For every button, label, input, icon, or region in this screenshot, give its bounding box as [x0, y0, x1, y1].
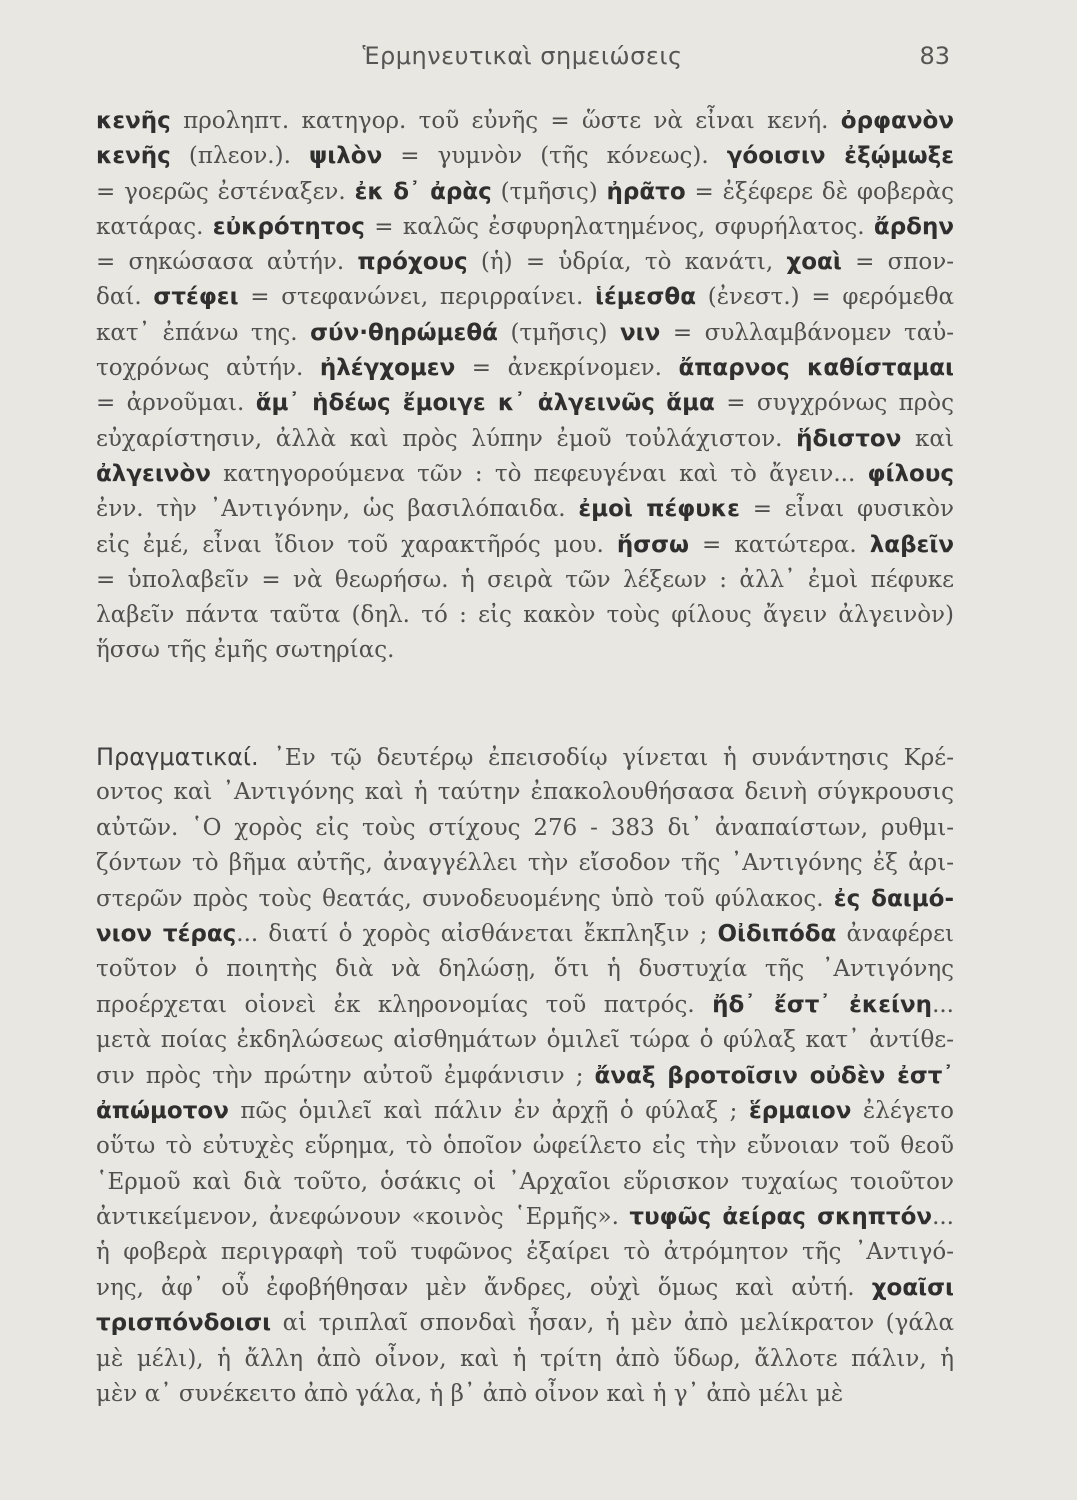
text-segment: = κατώτερα.	[689, 531, 870, 558]
text-segment: ἀναφέρει	[836, 920, 954, 947]
text-segment: κατ᾽ ἐπάνω της.	[96, 319, 311, 346]
text-segment: μὲ μέλι), ἡ ἄλλη ἀπὸ οἶνον, καὶ ἡ τρίτη ἀπὸ ὕδωρ, ἄλλοτε πάλιν, ἡ	[96, 1345, 954, 1372]
text-segment: ἀντικείμενον, ἀνεφώνουν «κοινὸς ῾Ερμῆς».	[96, 1204, 630, 1231]
bold-term: χοαῖσι	[871, 1274, 954, 1301]
text-line	[96, 1271, 954, 1306]
text-line	[96, 1200, 954, 1235]
text-segment: (τμῆσις)	[497, 319, 621, 346]
text-segment	[655, 390, 666, 416]
text-segment: καὶ	[901, 425, 954, 452]
bold-term: φίλους	[867, 460, 954, 487]
text-segment: αὐτῶν. ῾Ο χορὸς εἰς τοὺς στίχους 276 - 383 δι᾽ ἀναπαίστων, ρυθμι-	[96, 814, 954, 841]
text-line	[96, 245, 954, 280]
text-segment: (ἡ) = ὑδρία, τὸ κανάτι,	[467, 249, 787, 276]
bold-term: ἐς δαιμό-	[833, 885, 954, 912]
text-segment: στερῶν πρὸς τοὺς θεατάς, συνοδευομένης ὑπὸ τοῦ φύλακος.	[96, 885, 834, 912]
bold-term: ψιλὸν	[308, 143, 383, 170]
bold-term: στέφει	[153, 284, 239, 311]
text-line	[96, 1306, 954, 1341]
text-segment: ...	[932, 991, 954, 1018]
text-segment: = εἶναι φυσικὸν	[739, 496, 954, 523]
bold-term: ἥδιστον	[796, 425, 902, 452]
text-segment: (ἐνεστ.) = φερόμεθα	[696, 284, 954, 311]
text-line	[96, 598, 954, 633]
bold-term: ἤδ᾽ ἔστ᾽ ἐκείνη	[712, 991, 933, 1018]
text-segment: = γοερῶς ἐστέναξεν.	[96, 178, 355, 205]
text-line	[96, 457, 954, 492]
bold-term: τυφῶς ἀείρας σκηπτόν	[629, 1204, 933, 1231]
text-segment: τοῦτον ὁ ποιητὴς διὰ νὰ δηλώσῃ, ὅτι ἡ δυστυχία τῆς ᾽Αντιγόνης	[96, 956, 954, 983]
text-segment: λαβεῖν πάντα ταῦτα (δηλ. τό : εἰς κακὸν τοὺς φίλους ἄγειν ἀλγεινὸν)	[96, 602, 954, 629]
text-segment: ζόντων τὸ βῆμα αὐτῆς, ἀναγγέλλει τὴν εἴσοδον τῆς ᾽Αντιγόνης ἐξ ἀρι-	[96, 850, 954, 877]
bold-term: ὀρφανὸν	[840, 108, 954, 134]
text-segment: = καλῶς ἐσφυρηλατημένος, σφυρήλατος.	[364, 213, 874, 240]
text-line	[96, 952, 954, 987]
text-line	[96, 882, 954, 917]
text-segment: οντος καὶ ᾽Αντιγόνης καὶ ἡ ταύτην ἐπακολουθήσασα δεινὴ σύγκρουσις	[96, 779, 954, 806]
bold-term: γόοισιν ἐξῴμωξε	[726, 143, 954, 170]
text-line	[96, 988, 954, 1023]
text-line	[96, 280, 954, 315]
bold-term: ἄναξ βροτοῖσιν οὐδὲν ἐστ᾽	[594, 1062, 954, 1089]
text-line	[96, 422, 954, 457]
text-line	[96, 811, 954, 846]
text-line	[96, 1235, 954, 1270]
glossary-paragraph	[96, 104, 954, 669]
bold-term: κενῆς	[96, 108, 171, 134]
text-segment: (πλεον.).	[170, 143, 309, 170]
bold-term: Οἰδιπόδα	[717, 920, 837, 947]
text-segment: σιν πρὸς τὴν πρώτην αὐτοῦ ἐμφάνισιν ;	[96, 1062, 595, 1089]
text-line	[96, 104, 954, 139]
text-line	[96, 917, 954, 952]
running-title: Ἑρμηνευτικαὶ σημειώσεις	[362, 42, 683, 70]
text-line	[96, 492, 954, 527]
text-line	[96, 1094, 954, 1129]
bold-term: ἀπώμοτον	[96, 1097, 229, 1124]
page-number: 83	[919, 42, 950, 70]
text-line	[96, 1059, 954, 1094]
bold-term: πρόχους	[357, 249, 468, 276]
text-segment: = ὑπολαβεῖν = νὰ θεωρήσω. ἡ σειρὰ τῶν λέξεων : ἀλλ᾽ ἐμοὶ πέφυκε	[96, 566, 954, 593]
text-segment: κατάρας.	[96, 213, 213, 240]
text-line	[96, 1023, 954, 1058]
text-segment: ᾽Εν τῷ δευτέρῳ ἐπεισοδίῳ γίνεται ἡ συνάντησις Κρέ-	[258, 745, 954, 771]
text-segment: ῾Ερμοῦ καὶ διὰ τοῦτο, ὁσάκις οἱ ᾽Αρχαῖοι εὕρισκον τυχαίως τοιοῦτον	[96, 1168, 954, 1195]
bold-term: ἐκ δ᾽ ἀρὰς	[354, 178, 492, 205]
text-segment: αἱ τριπλαῖ σπονδαὶ ἦσαν, ἡ μὲν ἀπὸ μελίκρατον (γάλα	[271, 1310, 954, 1337]
bold-term: νιον τέρας	[96, 920, 237, 947]
section-heading: Πραγματικαί.	[96, 743, 259, 771]
text-segment: (τμῆσις)	[491, 178, 607, 205]
text-segment: προληπτ. κατηγορ. τοῦ εὐνῆς = ὥστε νὰ εἶναι κενή.	[170, 108, 841, 134]
text-segment: νης, ἀφ᾽ οὗ ἐφοβήθησαν μὲν ἄνδρες, οὐχὶ ὅμως καὶ αὐτή.	[96, 1274, 872, 1301]
text-line	[96, 1342, 954, 1377]
text-line	[96, 210, 954, 245]
bold-term: τρισπόνδοισι	[96, 1310, 272, 1337]
text-segment: = ἐξέφερε δὲ φοβερὰς	[685, 178, 954, 205]
bold-term: ἄπαρνος καθίσταμαι	[678, 355, 954, 382]
bold-term: σύν·θηρώμεθά	[310, 319, 498, 346]
text-line	[96, 846, 954, 881]
text-segment: ...	[932, 1204, 954, 1231]
text-segment: = σπον-	[841, 249, 954, 276]
text-segment: = συγχρόνως πρὸς	[714, 390, 954, 417]
bold-term: ἅμα	[666, 390, 715, 417]
text-line	[96, 316, 954, 351]
bold-term: λαβεῖν	[869, 531, 954, 558]
text-line	[96, 1129, 954, 1164]
bold-term: ἕρμαιον	[748, 1097, 852, 1124]
bold-term: ἄρδην	[873, 213, 954, 240]
text-segment: ἐνν. τὴν ᾽Αντιγόνην, ὡς βασιλόπαιδα.	[96, 496, 579, 523]
text-segment: δαί.	[96, 284, 154, 311]
text-segment: τοχρόνως αὐτήν.	[96, 355, 320, 382]
text-segment: κατηγορούμενα τῶν : τὸ πεφευγέναι καὶ τὸ ἄγειν...	[210, 460, 868, 487]
text-segment: μετὰ ποίας ἐκδηλώσεως αἰσθημάτων ὁμιλεῖ τώρα ὁ φύλαξ κατ᾽ ἀντίθε-	[96, 1027, 954, 1054]
text-line	[96, 351, 954, 386]
text-segment: προέρχεται οἱονεὶ ἐκ κληρονομίας τοῦ πατρός.	[96, 991, 713, 1018]
text-segment: οὕτω τὸ εὐτυχὲς εὕρημα, τὸ ὁποῖον ὠφείλετο εἰς τὴν εὔνοιαν τοῦ θεοῦ	[96, 1133, 954, 1160]
text-line	[96, 740, 954, 775]
text-line	[96, 528, 954, 563]
text-segment: = συλλαμβάνομεν ταὐ-	[660, 319, 954, 346]
text-segment: = ἀρνοῦμαι.	[96, 390, 256, 417]
bold-term: ἥσσω	[616, 531, 690, 558]
text-line	[96, 1165, 954, 1200]
bold-term: ἅμ᾽ ἡδέως ἔμοιγε κ᾽ ἀλγεινῶς	[255, 390, 655, 417]
bold-term: ἀλγεινὸν	[96, 460, 211, 487]
bold-term: ἠρᾶτο	[606, 178, 686, 205]
bold-term: νιν	[620, 319, 661, 346]
text-segment: ... διατί ὁ χορὸς αἰσθάνεται ἔκπληξιν ;	[236, 920, 718, 947]
text-segment: ἡ φοβερὰ περιγραφὴ τοῦ τυφῶνος ἐξαίρει τὸ ἀτρόμητον τῆς ᾽Αντιγό-	[96, 1239, 954, 1266]
text-segment: εἰς ἐμέ, εἶναι ἴδιον τοῦ χαρακτῆρός μου.	[96, 531, 617, 558]
text-segment: = ἀνεκρίνομεν.	[455, 355, 679, 382]
text-segment: ἐλέγετο	[851, 1097, 954, 1124]
text-line	[96, 775, 954, 810]
text-line	[96, 386, 954, 421]
text-line	[96, 139, 954, 174]
text-segment: πῶς ὁμιλεῖ καὶ πάλιν ἐν ἀρχῇ ὁ φύλαξ ;	[228, 1097, 749, 1124]
text-segment: ἥσσω τῆς ἐμῆς σωτηρίας.	[96, 637, 395, 664]
text-line	[96, 175, 954, 210]
text-segment: = στεφανώνει, περιρραίνει.	[238, 284, 596, 311]
text-line	[96, 563, 954, 598]
bold-term: κενῆς	[96, 143, 171, 170]
page-header	[95, 42, 950, 82]
text-segment: = γυμνὸν (τῆς κόνεως).	[382, 143, 727, 170]
bold-term: εὐκρότητος	[212, 213, 365, 240]
text-line	[96, 1377, 954, 1412]
text-segment: εὐχαρίστησιν, ἀλλὰ καὶ πρὸς λύπην ἐμοῦ τοὐλάχιστον.	[96, 425, 797, 452]
bold-term: χοαὶ	[786, 249, 842, 276]
bold-term: ἐμοὶ πέφυκε	[578, 496, 740, 523]
text-segment: = σηκώσασα αὐτήν.	[96, 249, 358, 276]
text-segment: μὲν α᾽ συνέκειτο ἀπὸ γάλα, ἡ β᾽ ἀπὸ οἶνον καὶ ἡ γ᾽ ἀπὸ μέλι μὲ	[96, 1381, 844, 1408]
text-line	[96, 633, 954, 668]
commentary-paragraph	[96, 740, 954, 1412]
bold-term: ἱέμεσθα	[595, 284, 697, 311]
bold-term: ἠλέγχομεν	[319, 355, 456, 382]
